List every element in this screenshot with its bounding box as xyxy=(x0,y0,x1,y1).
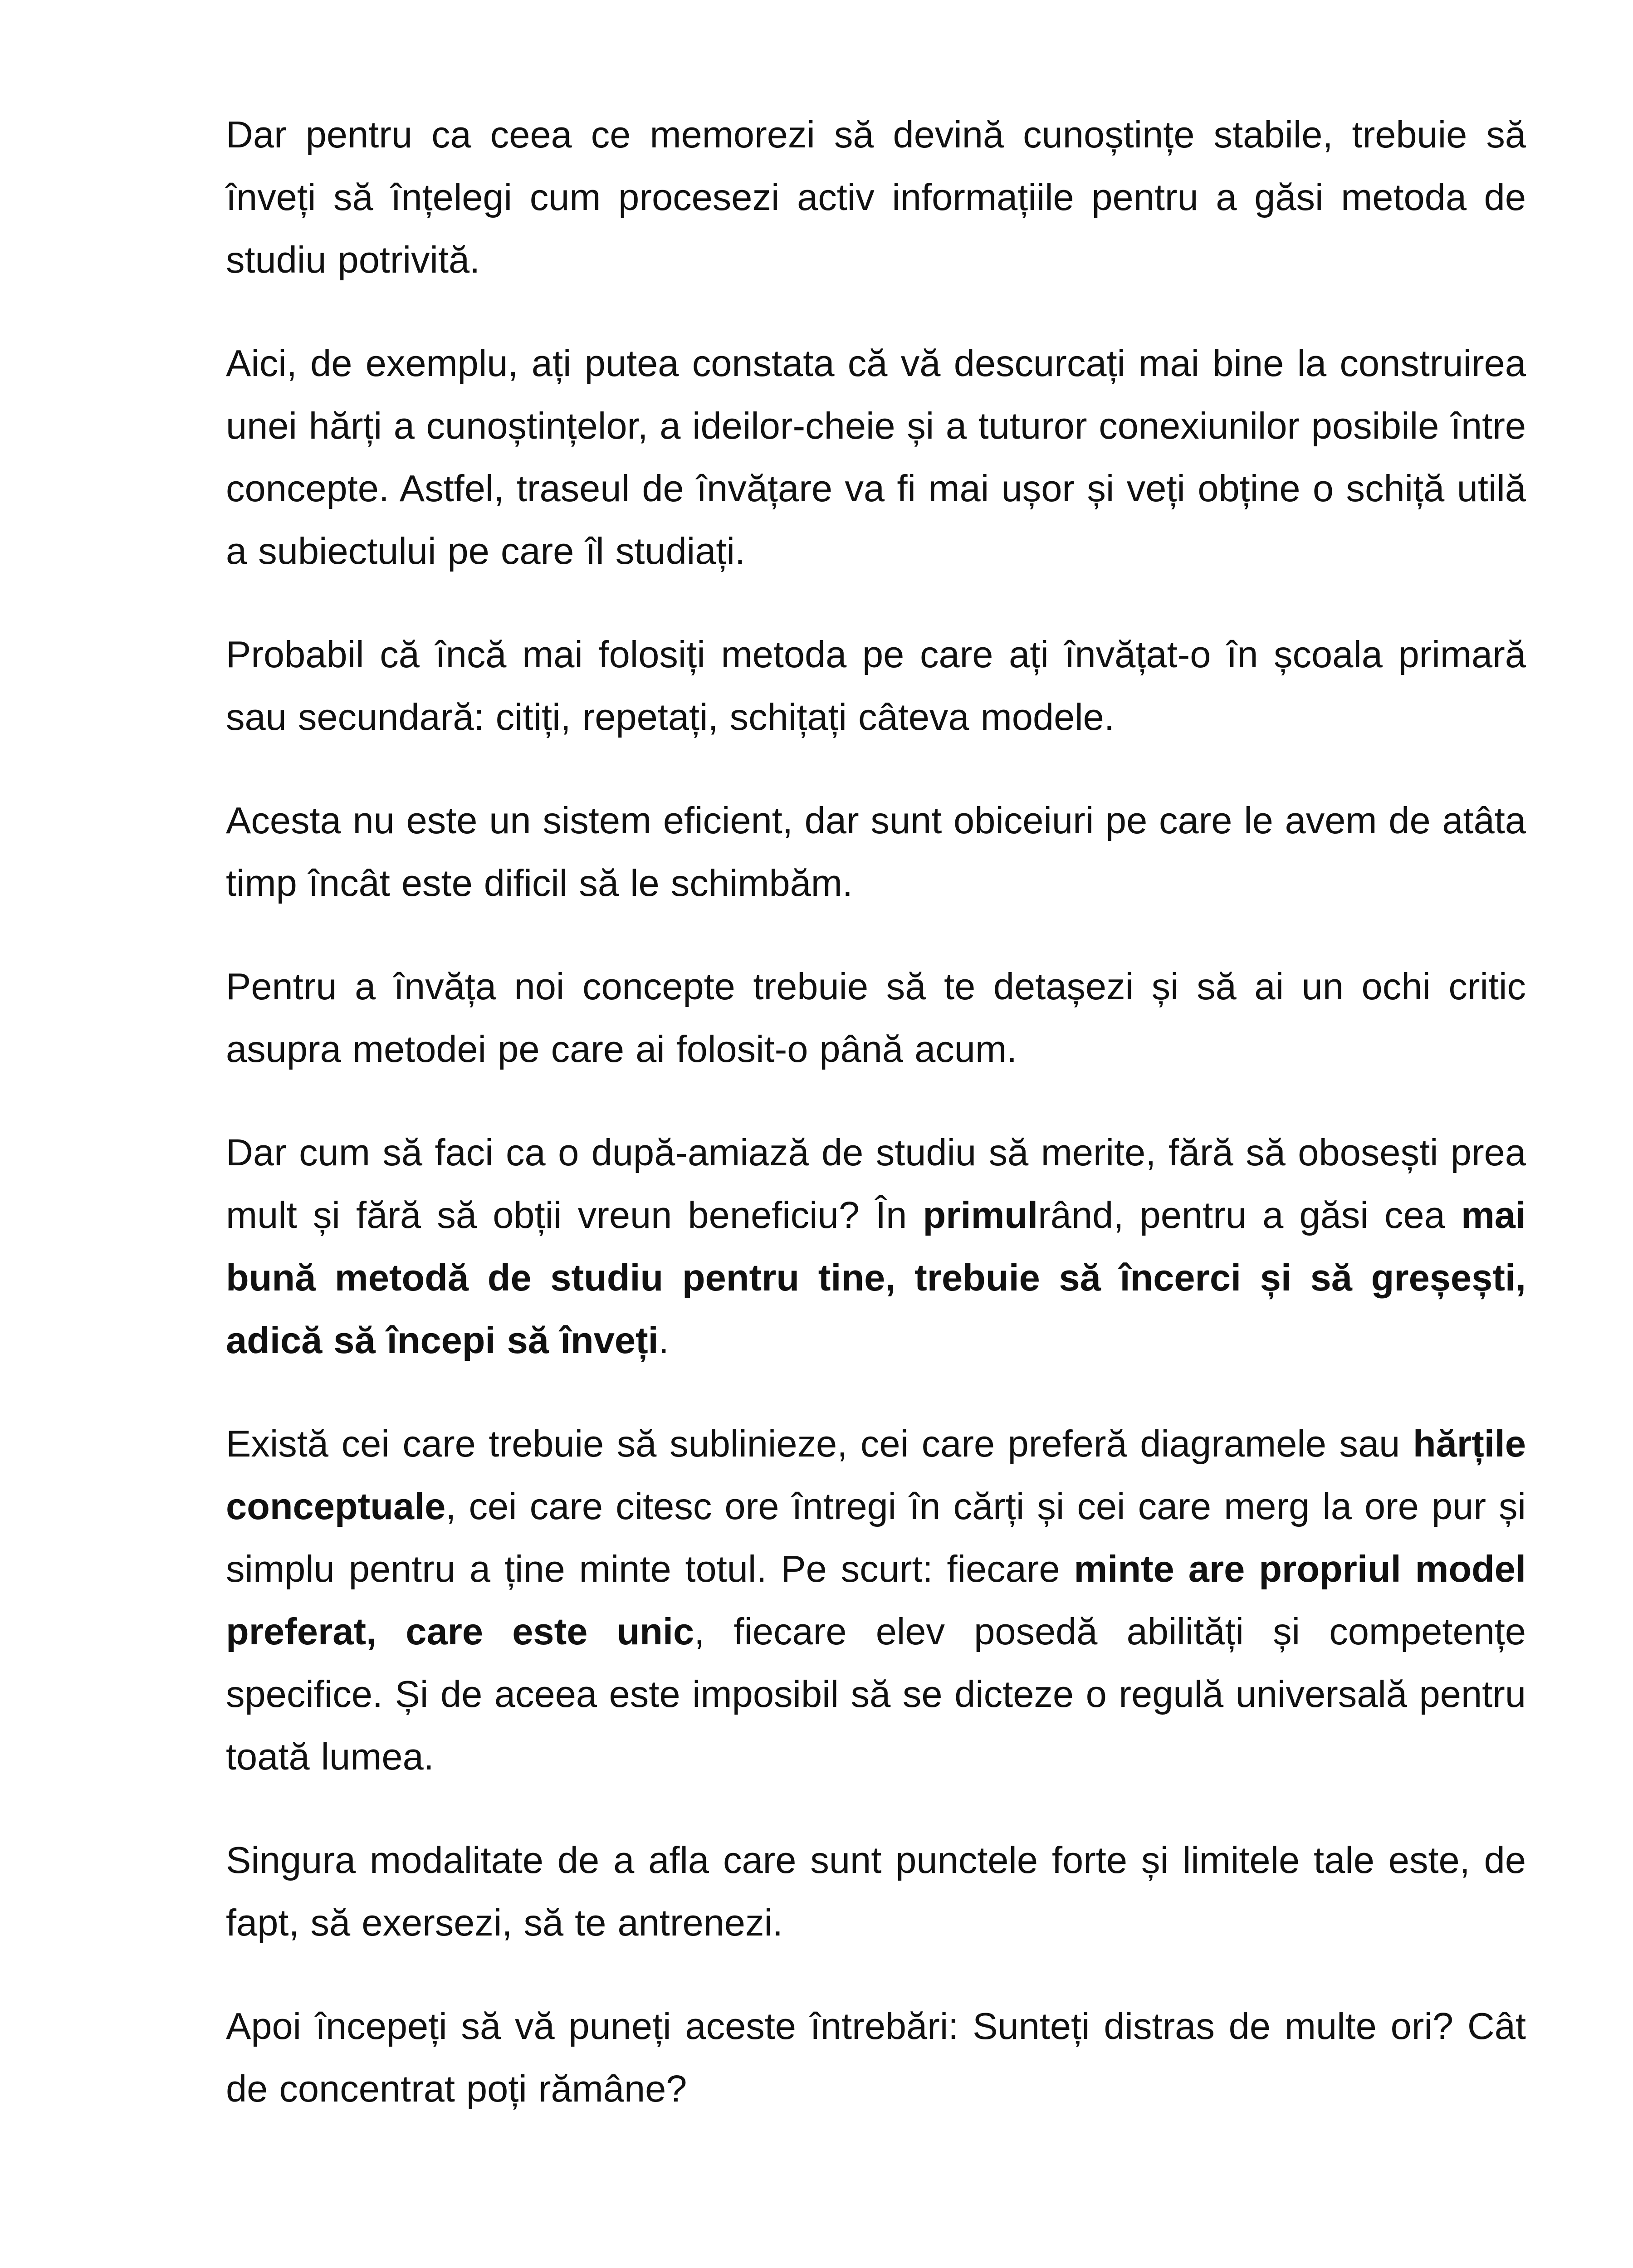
paragraph-3-text: Probabil că încă mai folosiți metoda pe care ați învățat-o în școala primară sau secundară: citiți, repetați, schițați câteva modele. xyxy=(226,633,1526,738)
paragraph-1-text: Dar pentru ca ceea ce memorezi să devină cunoștințe stabile, trebuie să înveți să înțelegi cum procesezi activ informațiile pentru a găsi metoda de studiu potrivită. xyxy=(226,113,1526,281)
paragraph-2-text: Aici, de exemplu, ați putea constata că vă descurcați mai bine la construirea unei hărți a cunoștințelor, a ideilor-cheie și a tuturor conexiunilor posibile între concepte. Astfel, traseul de învățare va fi mai ușor și veți obține o schiță utilă a subiectului pe care îl studiați. xyxy=(226,342,1526,572)
paragraph-9 xyxy=(226,1995,1526,2120)
paragraph-3 xyxy=(226,623,1526,748)
paragraph-5-text: Pentru a învăța noi concepte trebuie să te detașezi și să ai un ochi critic asupra metodei pe care ai folosit-o până acum. xyxy=(226,965,1526,1070)
paragraph-7-text-1: Există cei care trebuie să sublinieze, cei care preferă diagramele sau xyxy=(226,1422,1413,1465)
paragraph-4 xyxy=(226,789,1526,914)
paragraph-6-text-1: Dar cum să faci ca o după-amiază de studiu să merite, fără să obosești prea mult și fără să obții vreun beneficiu? În xyxy=(226,1131,1526,1236)
paragraph-7-bold-1: hărțile conceptuale xyxy=(226,1422,1526,1527)
paragraph-6-bold-2: mai bună metodă de studiu pentru tine, trebuie să încerci și să greșești, adică să începi să înveți xyxy=(226,1194,1526,1361)
paragraph-7-bold-2: minte are propriul model preferat, care este unic xyxy=(226,1548,1526,1652)
paragraph-4-text: Acesta nu este un sistem eficient, dar sunt obiceiuri pe care le avem de atâta timp încât este dificil să le schimbăm. xyxy=(226,799,1526,904)
paragraph-9-text: Apoi începeți să vă puneți aceste întrebări: Sunteți distras de multe ori? Cât de concentrat poți rămâne? xyxy=(226,2005,1526,2110)
paragraph-1 xyxy=(226,103,1526,291)
paragraph-5 xyxy=(226,955,1526,1080)
paragraph-6 xyxy=(226,1121,1526,1372)
paragraph-7 xyxy=(226,1413,1526,1788)
paragraph-6-text-2: rând, pentru a găsi cea xyxy=(1038,1194,1461,1236)
paragraph-6-bold-1: primul xyxy=(923,1194,1038,1236)
paragraph-8 xyxy=(226,1829,1526,1954)
paragraph-7-text-3: , fiecare elev posedă abilități și competențe specifice. Și de aceea este imposibil să se dicteze o regulă universală pentru toată lumea. xyxy=(226,1610,1526,1778)
page-body xyxy=(226,103,1526,2161)
paragraph-7-text-2: , cei care citesc ore întregi în cărți și cei care merg la ore pur și simplu pentru a ține minte totul. Pe scurt: fiecare xyxy=(226,1485,1526,1590)
paragraph-6-text-3: . xyxy=(658,1319,669,1361)
paragraph-2 xyxy=(226,332,1526,582)
paragraph-8-text: Singura modalitate de a afla care sunt punctele forte și limitele tale este, de fapt, să exersezi, să te antrenezi. xyxy=(226,1839,1526,1944)
